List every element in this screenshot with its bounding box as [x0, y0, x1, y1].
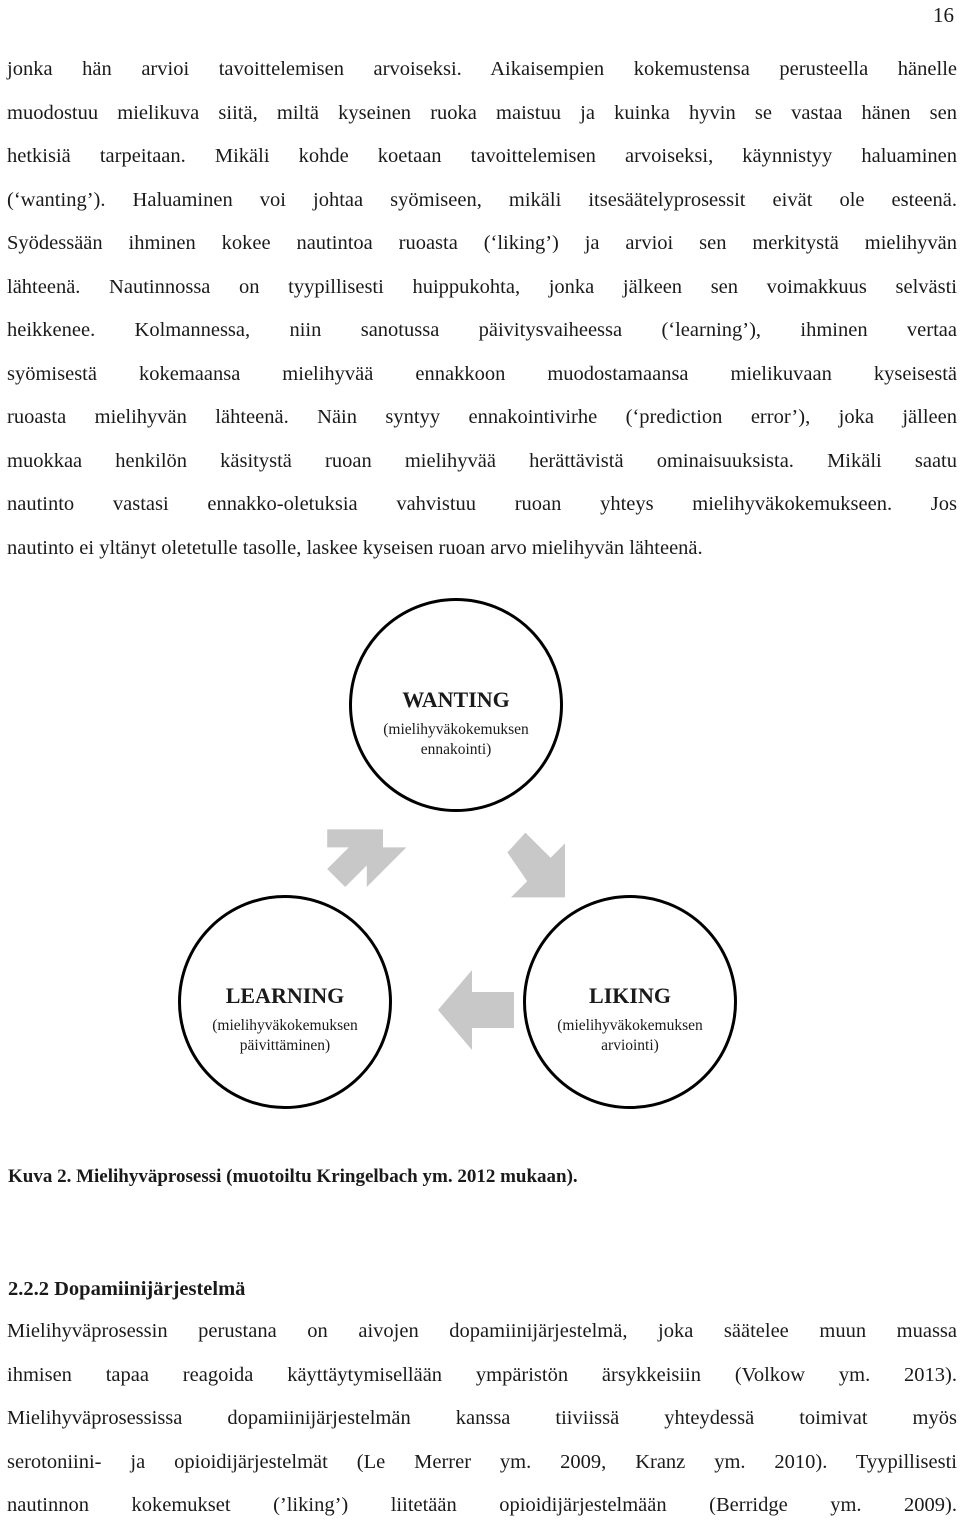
text-line: jonka hän arvioi tavoittelemisen arvoiseksi. Aikaisempien kokemustensa perusteella hänelle — [7, 58, 957, 80]
liking-title: LIKING — [589, 983, 671, 1008]
learning-title: LEARNING — [225, 983, 345, 1008]
wanting-title: WANTING — [402, 687, 510, 712]
text-line: serotoniini- ja opioidijärjestelmät (Le Merrer ym. 2009, Kranz ym. 2010). Tyypillisesti — [7, 1450, 957, 1473]
learning-subtitle — [181, 1016, 389, 1056]
text-line: lähteenä. Nautinnossa on tyypillisesti huippukohta, jonka jälkeen sen voimakkuus selvästi — [7, 275, 957, 298]
liking-subtitle — [526, 1016, 734, 1056]
section-heading: 2.2.2 Dopamiinijärjestelmä — [8, 1278, 246, 1300]
wanting-subtitle-line2: ennakointi) — [420, 741, 492, 758]
figure-caption: Kuva 2. Mielihyväprosessi (muotoiltu Kringelbach ym. 2012 mukaan). — [8, 1166, 578, 1187]
learning-subtitle-line1: (mielihyväkokemuksen — [212, 1017, 358, 1034]
arrow-shape — [327, 829, 406, 887]
text-line: muokkaa henkilön käsitystä ruoan mielihyvää herättävistä ominaisuuksista. Mikäli saatu — [7, 449, 957, 472]
pleasure-cycle-diagram — [0, 590, 960, 1120]
text-line: ruoasta mielihyvän lähteenä. Näin syntyy ennakointivirhe (‘prediction error’), joka jälleen — [7, 406, 957, 428]
arrow-shape — [507, 833, 565, 898]
learning-subtitle-line2: päivittäminen) — [239, 1037, 331, 1054]
text-line: nautinto vastasi ennakko-oletuksia vahvistuu ruoan yhteys mielihyväkokemukseen. Jos — [7, 493, 957, 515]
text-line: syömisestä kokemaansa mielihyvää ennakkoon muodostamaansa mielikuvaan kyseisestä — [7, 362, 957, 385]
text-line: Syödessään ihminen kokee nautintoa ruoasta (‘liking’) ja arvioi sen merkitystä mielihyvän — [7, 232, 957, 254]
arrow-down-right-icon — [502, 820, 592, 910]
body-paragraph-2 — [7, 1310, 957, 1528]
liking-circle — [523, 895, 737, 1109]
body-paragraph-1 — [7, 48, 957, 570]
arrow-up-right-icon — [320, 824, 410, 914]
wanting-subtitle-line1: (mielihyväkokemuksen — [383, 721, 529, 738]
text-line: Mielihyväprosessin perustana on aivojen dopamiinijärjestelmä, joka säätelee muun muassa — [7, 1320, 957, 1342]
text-line: nautinnon kokemukset (’liking’) liitetään opioidijärjestelmään (Berridge ym. 2009). — [7, 1494, 957, 1516]
page-number: 16 — [933, 3, 954, 27]
text-line: ihmisen tapaa reagoida käyttäytymisellään ympäristön ärsykkeisiin (Volkow ym. 2013). — [7, 1363, 957, 1386]
liking-subtitle-line1: (mielihyväkokemuksen — [557, 1017, 703, 1034]
liking-subtitle-line2: arviointi) — [601, 1037, 659, 1054]
text-line: muodostuu mielikuva siitä, miltä kyseinen ruoka maistuu ja kuinka hyvin se vastaa hänen sen — [7, 101, 957, 124]
arrow-left-icon — [438, 970, 514, 1050]
text-line: Mielihyväprosessissa dopamiinijärjestelmän kanssa tiiviissä yhteydessä toimivat myös — [7, 1407, 957, 1429]
text-line: (‘wanting’). Haluaminen voi johtaa syömiseen, mikäli itsesäätelyprosessit eivät ole esteenä. — [7, 188, 957, 211]
text-line: hetkisiä tarpeitaan. Mikäli kohde koetaan tavoittelemisen arvoiseksi, käynnistyy haluaminen — [7, 145, 957, 167]
wanting-subtitle — [352, 720, 560, 760]
learning-circle — [178, 895, 392, 1109]
text-line: heikkenee. Kolmannessa, niin sanotussa päivitysvaiheessa (‘learning’), ihminen vertaa — [7, 319, 957, 341]
wanting-circle — [349, 598, 563, 812]
arrow-shape — [438, 970, 514, 1050]
text-line: nautinto ei yltänyt oletetulle tasolle, laskee kyseisen ruoan arvo mielihyvän lähteenä. — [7, 536, 703, 559]
